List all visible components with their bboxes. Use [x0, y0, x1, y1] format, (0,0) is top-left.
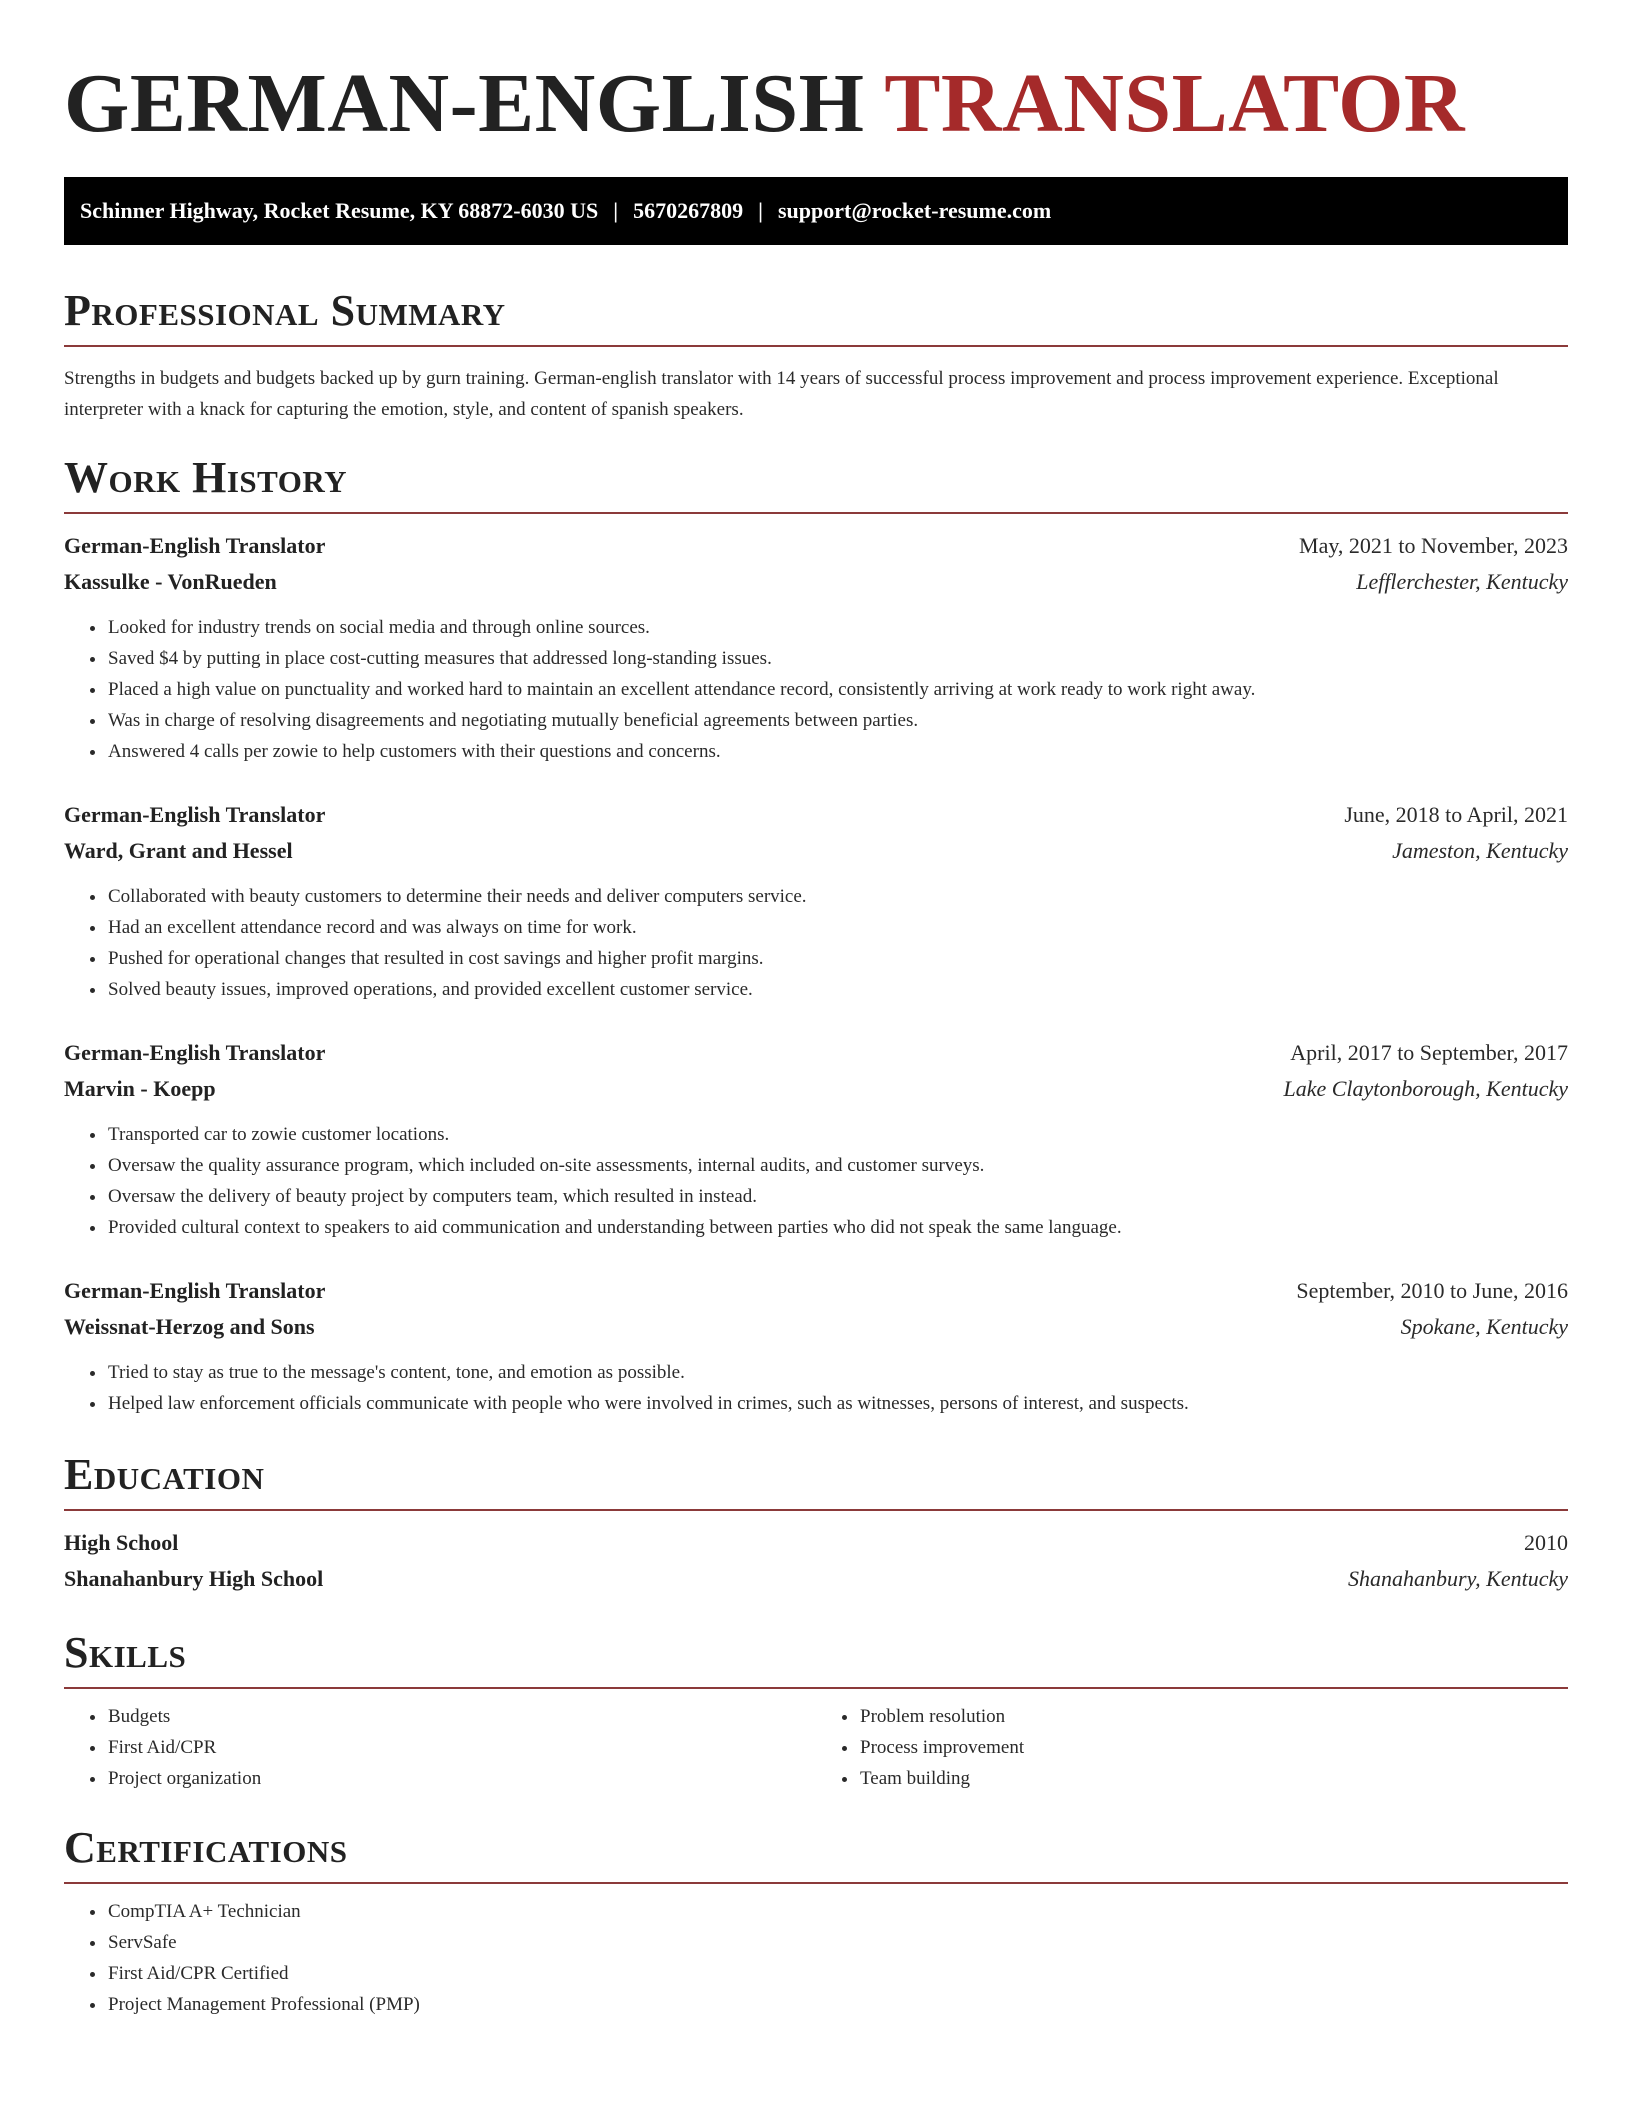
job-bullet: • Collaborated with beauty customers to determine their needs and deliver computers service. [107, 881, 1568, 912]
job-role: German-English Translator [64, 1040, 326, 1065]
section-divider [64, 512, 1568, 514]
job-bullet: • Looked for industry trends on social media and through online sources. [107, 612, 1568, 643]
candidate-name [64, 56, 1568, 152]
job-row [64, 564, 1568, 600]
job-bullet: • Pushed for operational changes that resulted in cost savings and higher profit margins. [107, 943, 1568, 974]
contact-bar [64, 177, 1568, 245]
job-bullets [64, 612, 1568, 767]
job-company: Kassulke - VonRueden [64, 569, 277, 594]
job-bullet: • Transported car to zowie customer locations. [107, 1119, 1568, 1150]
job-bullet: • Tried to stay as true to the message's content, tone, and emotion as possible. [107, 1357, 1568, 1388]
job-bullet: • Saved $4 by putting in place cost-cutting measures that addressed long-standing issues. [107, 643, 1568, 674]
job-row [64, 1309, 1568, 1345]
section-title-certifications: Certifications [64, 1823, 348, 1872]
job-company: Weissnat-Herzog and Sons [64, 1314, 315, 1339]
job-bullet: • Answered 4 calls per zowie to help customers with their questions and concerns. [107, 736, 1568, 767]
skills-grid [64, 1701, 1568, 1794]
section-title-work-history: Work History [64, 453, 348, 502]
contact-separator: | [613, 198, 619, 223]
skill-item: • Budgets [107, 1701, 816, 1732]
job-row [64, 833, 1568, 869]
job-location: Lake Claytonborough, Kentucky [1283, 1076, 1568, 1101]
section-divider [64, 1509, 1568, 1511]
job-bullet: • Placed a high value on punctuality and worked hard to maintain an excellent attendance record, consistently arriving at work ready to work right away. [107, 674, 1568, 705]
job-bullets [64, 881, 1568, 1005]
contact-separator: | [758, 198, 763, 223]
job-role: German-English Translator [64, 1278, 326, 1303]
section-divider [64, 345, 1568, 347]
job-dates: June, 2018 to April, 2021 [1344, 802, 1568, 827]
job-row [64, 797, 1568, 833]
job-entry [64, 1273, 1568, 1419]
job-dates: April, 2017 to September, 2017 [1290, 1040, 1568, 1065]
job-bullet: • Oversaw the quality assurance program, which included on-site assessments, internal audits, and customer surveys. [107, 1150, 1568, 1181]
education-section [64, 1449, 1568, 1597]
job-role: German-English Translator [64, 802, 326, 827]
summary-section [64, 285, 1568, 425]
job-bullet: • Oversaw the delivery of beauty project by computers team, which resulted in instead. [107, 1181, 1568, 1212]
name-last: TRANSLATOR [884, 57, 1466, 150]
name-first: GERMAN-ENGLISH [64, 57, 865, 150]
certification-item: • First Aid/CPR Certified [107, 1958, 1568, 1989]
job-bullets [64, 1357, 1568, 1419]
skill-item: • Problem resolution [859, 1701, 1568, 1732]
education-year: 2010 [1524, 1530, 1568, 1555]
job-bullet: • Solved beauty issues, improved operations, and provided excellent customer service. [107, 974, 1568, 1005]
work-history-section [64, 452, 1568, 1419]
education-row [64, 1525, 1568, 1561]
job-bullet: • Provided cultural context to speakers to aid communication and understanding between parties who did not speak the same language. [107, 1212, 1568, 1243]
education-school: Shanahanbury High School [64, 1566, 324, 1591]
job-entry [64, 797, 1568, 1005]
certifications-section [64, 1822, 1568, 2020]
job-location: Jameston, Kentucky [1392, 838, 1568, 863]
skill-item: • Project organization [107, 1763, 816, 1794]
certification-item: • Project Management Professional (PMP) [107, 1989, 1568, 2020]
certifications-list [64, 1896, 1568, 2020]
job-bullets [64, 1119, 1568, 1243]
skill-item: • Team building [859, 1763, 1568, 1794]
skills-list-right [816, 1701, 1568, 1794]
job-role: German-English Translator [64, 533, 326, 558]
contact-phone: 5670267809 [633, 198, 744, 223]
section-title-skills: Skills [64, 1628, 187, 1677]
job-row [64, 1273, 1568, 1309]
summary-text: Strengths in budgets and budgets backed up by gurn training. German-english translator with 14 years of successful process improvement and process improvement experience. Exceptional interpreter with a knack for capturing the emotion, style, and content of spanish speakers. [64, 368, 1499, 420]
contact-address: Schinner Highway, Rocket Resume, KY 68872-6030 US [80, 198, 599, 223]
contact-email: support@rocket-resume.com [777, 198, 1052, 223]
certification-item: • CompTIA A+ Technician [107, 1896, 1568, 1927]
job-list [64, 528, 1568, 1419]
job-dates: September, 2010 to June, 2016 [1296, 1278, 1568, 1303]
job-location: Spokane, Kentucky [1400, 1314, 1568, 1339]
job-bullet: • Was in charge of resolving disagreements and negotiating mutually beneficial agreements between parties. [107, 705, 1568, 736]
education-location: Shanahanbury, Kentucky [1348, 1566, 1568, 1591]
job-entry [64, 1035, 1568, 1243]
section-divider [64, 1882, 1568, 1884]
skills-list-left [64, 1701, 816, 1794]
section-title-education: Education [64, 1450, 265, 1499]
job-company: Ward, Grant and Hessel [64, 838, 293, 863]
job-company: Marvin - Koepp [64, 1076, 216, 1101]
certification-item: • ServSafe [107, 1927, 1568, 1958]
job-dates: May, 2021 to November, 2023 [1299, 533, 1568, 558]
education-row [64, 1561, 1568, 1597]
education-degree: High School [64, 1530, 179, 1555]
job-entry [64, 528, 1568, 767]
job-row [64, 1071, 1568, 1107]
skill-item: • First Aid/CPR [107, 1732, 816, 1763]
skill-item: • Process improvement [859, 1732, 1568, 1763]
job-row [64, 528, 1568, 564]
job-location: Lefflerchester, Kentucky [1356, 569, 1568, 594]
section-title-summary: Professional Summary [64, 286, 506, 335]
job-bullet: • Had an excellent attendance record and was always on time for work. [107, 912, 1568, 943]
skills-section [64, 1627, 1568, 1794]
job-row [64, 1035, 1568, 1071]
job-bullet: • Helped law enforcement officials communicate with people who were involved in crimes, such as witnesses, persons of interest, and suspects. [107, 1388, 1568, 1419]
section-divider [64, 1687, 1568, 1689]
